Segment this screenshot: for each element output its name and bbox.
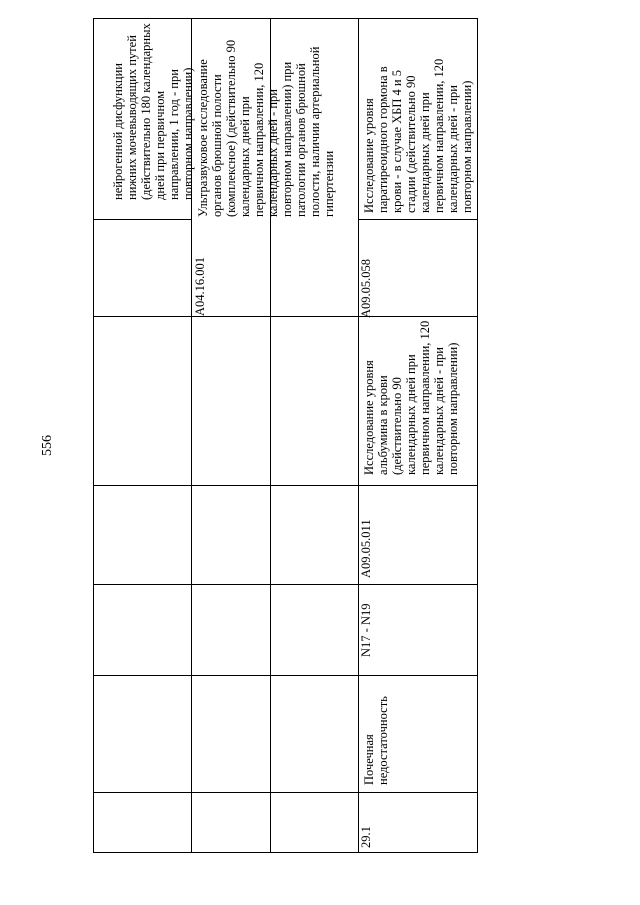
test1-description: Исследование уровня альбумина в крови (действительно 90 календарных дней при первичном направлении, 120 календарных дней - при повторном направлении) (362, 320, 460, 475)
continuation-text: нейрогенной дисфункции нижних мочевыводящих путей (действительно 180 календарных дней при первичном направлении, 1 год - при повторном направлении) (111, 23, 195, 200)
test2-code: A09.05.058 (359, 258, 373, 318)
usg-code: A04.16.001 (193, 256, 207, 316)
icd-code: N17 - N19 (359, 603, 373, 657)
usg-description: Ультразвуковое исследование органов брюшной полости (комплексное) (действительно 90 календарных дней при первичном направлении, 120 календарных дней - при повторном направлении) при патологии органов брюшной полости, наличии артериальной гипертензии (196, 39, 336, 217)
row-number: 29.1 (359, 826, 373, 848)
column-separator (94, 316, 477, 317)
test2-description: Исследование уровня паратиреоидного гормона в крови - в случае ХБП 4 и 5 стадии (действительно 90 календарных дней при первичном направлении, 120 календарных дней - при повторном направлении) (362, 58, 474, 213)
condition-name: Почечная недостаточность (362, 696, 390, 785)
page-number: 556 (40, 435, 55, 456)
test1-code: A09.05.011 (359, 519, 373, 578)
row-separator (358, 19, 359, 852)
column-separator (358, 219, 478, 220)
column-separator (94, 485, 477, 486)
column-separator (94, 584, 477, 585)
column-separator (94, 219, 192, 220)
column-separator (94, 675, 477, 676)
column-separator (94, 792, 477, 793)
